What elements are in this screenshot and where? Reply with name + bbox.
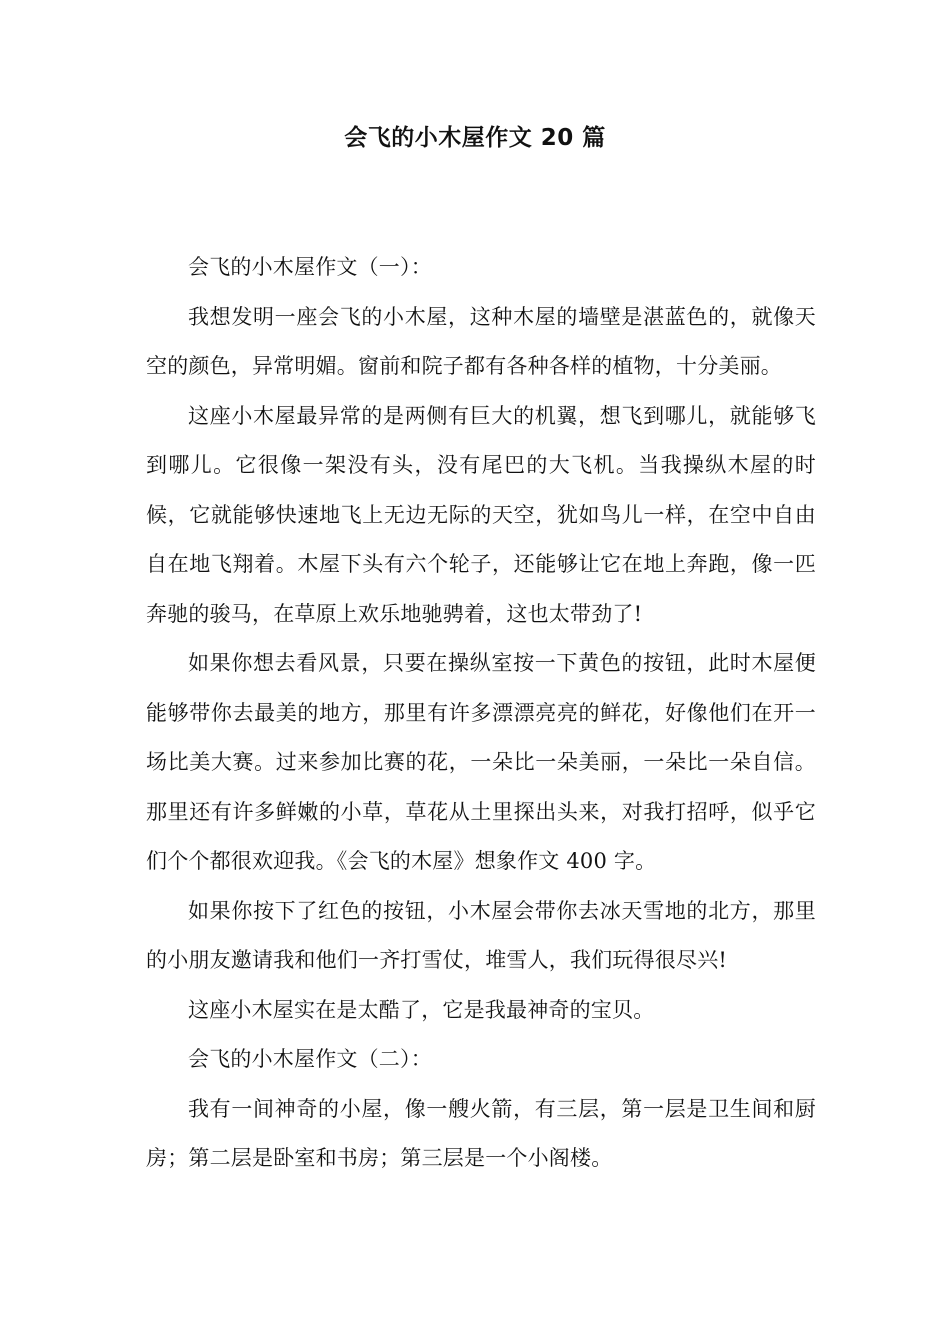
document-title: 会飞的小木屋作文 20 篇 xyxy=(344,125,606,151)
document-body xyxy=(146,243,816,1184)
paragraph: 我有一间神奇的小屋，像一艘火箭，有三层，第一层是卫生间和厨房；第二层是卧室和书房；第三层是一个小阁楼。 xyxy=(146,1096,816,1170)
paragraph: 这座小木屋实在是太酷了，它是我最神奇的宝贝。 xyxy=(188,997,655,1022)
paragraph-heading-2: 会飞的小木屋作文（二）： xyxy=(188,1047,432,1071)
paragraph: 如果你按下了红色的按钮，小木屋会带你去冰天雪地的北方，那里的小朋友邀请我和他们一齐打雪仗，堆雪人，我们玩得很尽兴! xyxy=(146,898,816,972)
paragraph: 我想发明一座会飞的小木屋，这种木屋的墙壁是湛蓝色的，就像天空的颜色，异常明媚。窗前和院子都有各种各样的植物，十分美丽。 xyxy=(146,304,816,378)
paragraph: 这座小木屋最异常的是两侧有巨大的机翼，想飞到哪儿，就能够飞到哪儿。它很像一架没有头，没有尾巴的大飞机。当我操纵木屋的时候，它就能够快速地飞上无边无际的天空，犹如鸟儿一样，在空中自由自在地飞翔着。木屋下头有六个轮子，还能够让它在地上奔跑，像一匹奔驰的骏马，在草原上欢乐地驰骋着，这也太带劲了! xyxy=(146,403,816,626)
paragraph-heading-1: 会飞的小木屋作文（一）： xyxy=(188,255,432,279)
paragraph: 如果你想去看风景，只要在操纵室按一下黄色的按钮，此时木屋便能够带你去最美的地方，那里有许多漂漂亮亮的鲜花，好像他们在开一场比美大赛。过来参加比赛的花，一朵比一朵美丽，一朵比一朵自信。那里还有许多鲜嫩的小草，草花从土里探出头来，对我打招呼，似乎它们个个都很欢迎我。《会飞的木屋》想象作文 400 字。 xyxy=(146,651,816,873)
